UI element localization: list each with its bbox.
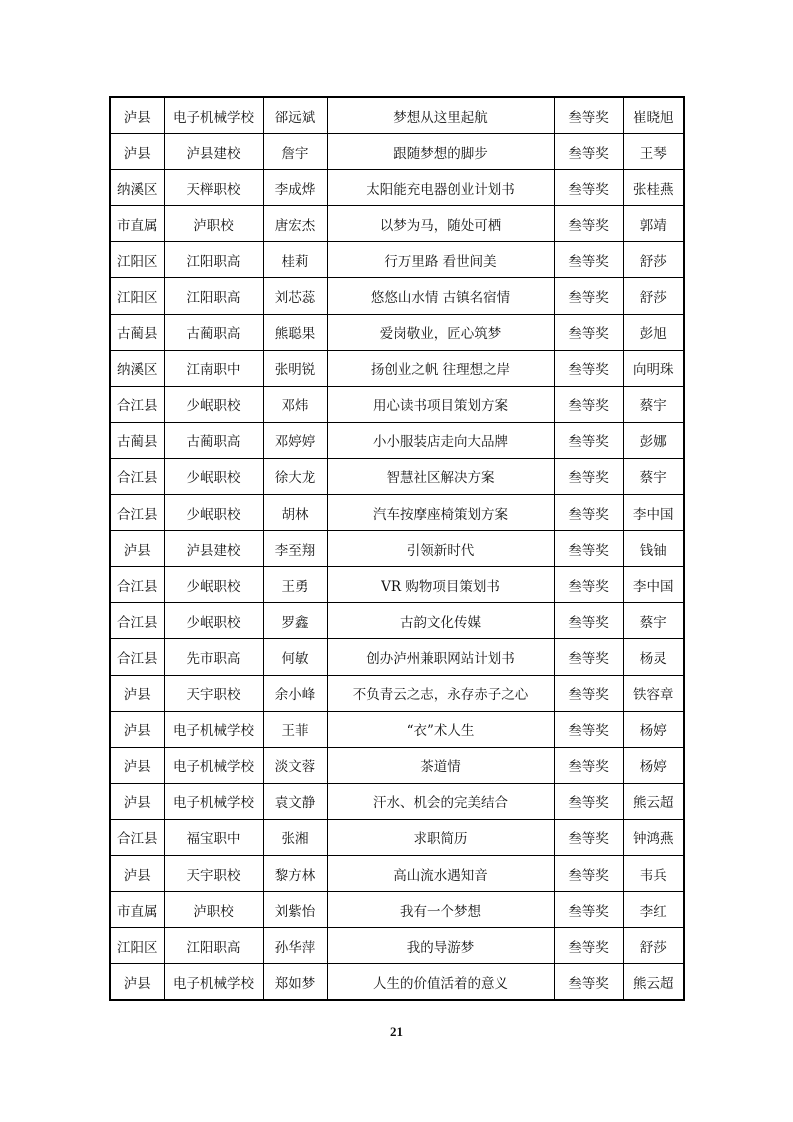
awards-table-body (110, 97, 684, 1000)
school-cell: 天榉职校 (164, 170, 263, 206)
student-cell: 郑如梦 (263, 964, 327, 1001)
advisor-cell: 李中国 (623, 495, 684, 531)
student-cell: 王菲 (263, 711, 327, 747)
student-cell: 罗鑫 (263, 603, 327, 639)
table-row (110, 783, 684, 819)
project-title-cell: 扬创业之帆 往理想之岸 (327, 350, 554, 386)
advisor-cell: 杨灵 (623, 639, 684, 675)
award-level-cell: 叁等奖 (554, 97, 623, 134)
student-cell: 唐宏杰 (263, 206, 327, 242)
award-level-cell: 叁等奖 (554, 242, 623, 278)
advisor-cell: 舒莎 (623, 242, 684, 278)
advisor-cell: 韦兵 (623, 855, 684, 891)
district-cell: 泸县 (110, 747, 164, 783)
table-row (110, 170, 684, 206)
award-level-cell: 叁等奖 (554, 819, 623, 855)
advisor-cell: 舒莎 (623, 928, 684, 964)
award-level-cell: 叁等奖 (554, 278, 623, 314)
advisor-cell: 向明珠 (623, 350, 684, 386)
table-row (110, 206, 684, 242)
table-row (110, 134, 684, 170)
district-cell: 泸县 (110, 783, 164, 819)
project-title-cell: 行万里路 看世间美 (327, 242, 554, 278)
student-cell: 王勇 (263, 567, 327, 603)
school-cell: 少岷职校 (164, 567, 263, 603)
project-title-cell: 创办泸州兼职网站计划书 (327, 639, 554, 675)
table-row (110, 386, 684, 422)
student-cell: 胡林 (263, 495, 327, 531)
school-cell: 福宝职中 (164, 819, 263, 855)
student-cell: 邓炜 (263, 386, 327, 422)
project-title-cell: 求职简历 (327, 819, 554, 855)
award-level-cell: 叁等奖 (554, 567, 623, 603)
advisor-cell: 杨婷 (623, 711, 684, 747)
table-row (110, 855, 684, 891)
award-level-cell: 叁等奖 (554, 855, 623, 891)
student-cell: 黎方林 (263, 855, 327, 891)
page-number: 21 (390, 1024, 403, 1039)
award-level-cell: 叁等奖 (554, 134, 623, 170)
school-cell: 江南职中 (164, 350, 263, 386)
table-row (110, 711, 684, 747)
advisor-cell: 蔡宇 (623, 386, 684, 422)
school-cell: 电子机械学校 (164, 783, 263, 819)
advisor-cell: 蔡宇 (623, 458, 684, 494)
school-cell: 电子机械学校 (164, 964, 263, 1001)
school-cell: 泸职校 (164, 206, 263, 242)
school-cell: 古蔺职高 (164, 314, 263, 350)
project-title-cell: 我有一个梦想 (327, 892, 554, 928)
award-level-cell: 叁等奖 (554, 675, 623, 711)
advisor-cell: 崔晓旭 (623, 97, 684, 134)
award-level-cell: 叁等奖 (554, 892, 623, 928)
student-cell: 詹宇 (263, 134, 327, 170)
district-cell: 古蔺县 (110, 314, 164, 350)
award-level-cell: 叁等奖 (554, 206, 623, 242)
student-cell: 刘紫怡 (263, 892, 327, 928)
advisor-cell: 杨婷 (623, 747, 684, 783)
school-cell: 泸县建校 (164, 134, 263, 170)
advisor-cell: 钟鸿燕 (623, 819, 684, 855)
advisor-cell: 铁容章 (623, 675, 684, 711)
student-cell: 徐大龙 (263, 458, 327, 494)
advisor-cell: 舒莎 (623, 278, 684, 314)
award-level-cell: 叁等奖 (554, 928, 623, 964)
project-title-cell: 智慧社区解决方案 (327, 458, 554, 494)
student-cell: 李至翔 (263, 531, 327, 567)
school-cell: 电子机械学校 (164, 711, 263, 747)
school-cell: 江阳职高 (164, 278, 263, 314)
student-cell: 袁文静 (263, 783, 327, 819)
advisor-cell: 李中国 (623, 567, 684, 603)
school-cell: 电子机械学校 (164, 747, 263, 783)
advisor-cell: 张桂燕 (623, 170, 684, 206)
district-cell: 合江县 (110, 495, 164, 531)
student-cell: 邓婷婷 (263, 422, 327, 458)
advisor-cell: 李红 (623, 892, 684, 928)
district-cell: 泸县 (110, 675, 164, 711)
table-row (110, 819, 684, 855)
award-level-cell: 叁等奖 (554, 170, 623, 206)
school-cell: 少岷职校 (164, 495, 263, 531)
advisor-cell: 钱铀 (623, 531, 684, 567)
award-level-cell: 叁等奖 (554, 711, 623, 747)
school-cell: 先市职高 (164, 639, 263, 675)
table-row (110, 278, 684, 314)
table-row (110, 603, 684, 639)
school-cell: 少岷职校 (164, 603, 263, 639)
district-cell: 泸县 (110, 531, 164, 567)
school-cell: 天宇职校 (164, 675, 263, 711)
district-cell: 泸县 (110, 711, 164, 747)
award-level-cell: 叁等奖 (554, 458, 623, 494)
project-title-cell: 引领新时代 (327, 531, 554, 567)
district-cell: 古蔺县 (110, 422, 164, 458)
district-cell: 合江县 (110, 819, 164, 855)
district-cell: 合江县 (110, 639, 164, 675)
student-cell: 何敏 (263, 639, 327, 675)
district-cell: 合江县 (110, 603, 164, 639)
project-title-cell: 梦想从这里起航 (327, 97, 554, 134)
district-cell: 江阳区 (110, 278, 164, 314)
project-title-cell: 用心读书项目策划方案 (327, 386, 554, 422)
advisor-cell: 熊云超 (623, 964, 684, 1001)
award-level-cell: 叁等奖 (554, 314, 623, 350)
student-cell: 淡文蓉 (263, 747, 327, 783)
district-cell: 合江县 (110, 567, 164, 603)
school-cell: 少岷职校 (164, 386, 263, 422)
advisor-cell: 王琴 (623, 134, 684, 170)
award-level-cell: 叁等奖 (554, 386, 623, 422)
student-cell: 张明锐 (263, 350, 327, 386)
table-row (110, 531, 684, 567)
district-cell: 江阳区 (110, 928, 164, 964)
project-title-cell: 爱岗敬业，匠心筑梦 (327, 314, 554, 350)
award-level-cell: 叁等奖 (554, 747, 623, 783)
district-cell: 纳溪区 (110, 350, 164, 386)
district-cell: 泸县 (110, 97, 164, 134)
district-cell: 泸县 (110, 964, 164, 1001)
award-level-cell: 叁等奖 (554, 639, 623, 675)
student-cell: 李成烨 (263, 170, 327, 206)
student-cell: 熊聪果 (263, 314, 327, 350)
project-title-cell: 悠悠山水情 古镇名宿情 (327, 278, 554, 314)
award-level-cell: 叁等奖 (554, 495, 623, 531)
project-title-cell: 高山流水遇知音 (327, 855, 554, 891)
student-cell: 余小峰 (263, 675, 327, 711)
table-row (110, 928, 684, 964)
project-title-cell: 汽车按摩座椅策划方案 (327, 495, 554, 531)
table-row (110, 350, 684, 386)
project-title-cell: 不负青云之志，永存赤子之心 (327, 675, 554, 711)
student-cell: 桂莉 (263, 242, 327, 278)
project-title-cell: 汗水、机会的完美结合 (327, 783, 554, 819)
table-row (110, 892, 684, 928)
student-cell: 张湘 (263, 819, 327, 855)
award-level-cell: 叁等奖 (554, 964, 623, 1001)
advisor-cell: 熊云超 (623, 783, 684, 819)
project-title-cell: “衣”术人生 (327, 711, 554, 747)
table-row (110, 567, 684, 603)
district-cell: 江阳区 (110, 242, 164, 278)
project-title-cell: 太阳能充电器创业计划书 (327, 170, 554, 206)
award-level-cell: 叁等奖 (554, 783, 623, 819)
student-cell: 郤远斌 (263, 97, 327, 134)
project-title-cell: VR 购物项目策划书 (327, 567, 554, 603)
school-cell: 江阳职高 (164, 242, 263, 278)
advisor-cell: 彭旭 (623, 314, 684, 350)
table-row (110, 964, 684, 1001)
project-title-cell: 以梦为马，随处可栖 (327, 206, 554, 242)
district-cell: 市直属 (110, 892, 164, 928)
award-level-cell: 叁等奖 (554, 422, 623, 458)
district-cell: 泸县 (110, 134, 164, 170)
school-cell: 江阳职高 (164, 928, 263, 964)
project-title-cell: 人生的价值活着的意义 (327, 964, 554, 1001)
project-title-cell: 茶道情 (327, 747, 554, 783)
district-cell: 市直属 (110, 206, 164, 242)
district-cell: 泸县 (110, 855, 164, 891)
project-title-cell: 古韵文化传媒 (327, 603, 554, 639)
table-row (110, 495, 684, 531)
project-title-cell: 我的导游梦 (327, 928, 554, 964)
school-cell: 少岷职校 (164, 458, 263, 494)
table-row (110, 639, 684, 675)
school-cell: 电子机械学校 (164, 97, 263, 134)
student-cell: 刘芯蕊 (263, 278, 327, 314)
table-row (110, 458, 684, 494)
award-level-cell: 叁等奖 (554, 603, 623, 639)
project-title-cell: 小小服装店走向大品牌 (327, 422, 554, 458)
table-row (110, 242, 684, 278)
district-cell: 合江县 (110, 458, 164, 494)
award-level-cell: 叁等奖 (554, 350, 623, 386)
award-level-cell: 叁等奖 (554, 531, 623, 567)
advisor-cell: 蔡宇 (623, 603, 684, 639)
project-title-cell: 跟随梦想的脚步 (327, 134, 554, 170)
district-cell: 合江县 (110, 386, 164, 422)
district-cell: 纳溪区 (110, 170, 164, 206)
table-row (110, 314, 684, 350)
table-row (110, 747, 684, 783)
school-cell: 泸职校 (164, 892, 263, 928)
table-row (110, 97, 684, 134)
school-cell: 泸县建校 (164, 531, 263, 567)
table-row (110, 675, 684, 711)
table-row (110, 422, 684, 458)
student-cell: 孙华萍 (263, 928, 327, 964)
school-cell: 天宇职校 (164, 855, 263, 891)
awards-table (109, 96, 685, 1001)
advisor-cell: 郭靖 (623, 206, 684, 242)
advisor-cell: 彭娜 (623, 422, 684, 458)
school-cell: 古蔺职高 (164, 422, 263, 458)
